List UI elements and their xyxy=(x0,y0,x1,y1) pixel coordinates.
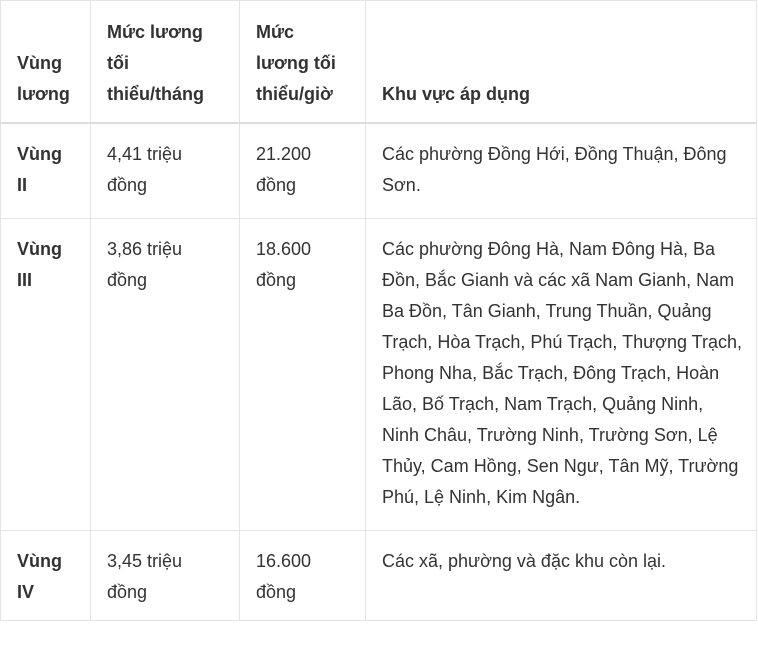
monthly-wage-cell: 4,41 triệu đồng xyxy=(91,123,240,219)
header-hourly-wage: Mức lương tối thiểu/giờ xyxy=(240,1,366,124)
table-row xyxy=(1,123,757,219)
region-cell: Vùng II xyxy=(1,123,91,219)
table-row xyxy=(1,531,757,621)
header-row xyxy=(1,1,757,124)
monthly-wage-cell: 3,45 triệu đồng xyxy=(91,531,240,621)
region-cell: Vùng III xyxy=(1,219,91,531)
hourly-wage-cell: 16.600 đồng xyxy=(240,531,366,621)
area-cell: Các phường Đồng Hới, Đồng Thuận, Đông Sơn. xyxy=(366,123,757,219)
table-header xyxy=(1,1,757,124)
area-cell: Các xã, phường và đặc khu còn lại. xyxy=(366,531,757,621)
header-monthly-wage: Mức lương tối thiểu/tháng xyxy=(91,1,240,124)
area-cell: Các phường Đông Hà, Nam Đông Hà, Ba Đồn, Bắc Gianh và các xã Nam Gianh, Nam Ba Đồn, Tân Gianh, Trung Thuần, Quảng Trạch, Hòa Trạch, Phú Trạch, Thượng Trạch, Phong Nha, Bắc Trạch, Đông Trạch, Hoàn Lão, Bố Trạch, Nam Trạch, Quảng Ninh, Ninh Châu, Trường Ninh, Trường Sơn, Lệ Thủy, Cam Hồng, Sen Ngư, Tân Mỹ, Trường Phú, Lệ Ninh, Kim Ngân. xyxy=(366,219,757,531)
monthly-wage-cell: 3,86 triệu đồng xyxy=(91,219,240,531)
table-body xyxy=(1,123,757,621)
hourly-wage-cell: 21.200 đồng xyxy=(240,123,366,219)
header-region: Vùng lương xyxy=(1,1,91,124)
table-row xyxy=(1,219,757,531)
region-cell: Vùng IV xyxy=(1,531,91,621)
header-applicable-area: Khu vực áp dụng xyxy=(366,1,757,124)
hourly-wage-cell: 18.600 đồng xyxy=(240,219,366,531)
